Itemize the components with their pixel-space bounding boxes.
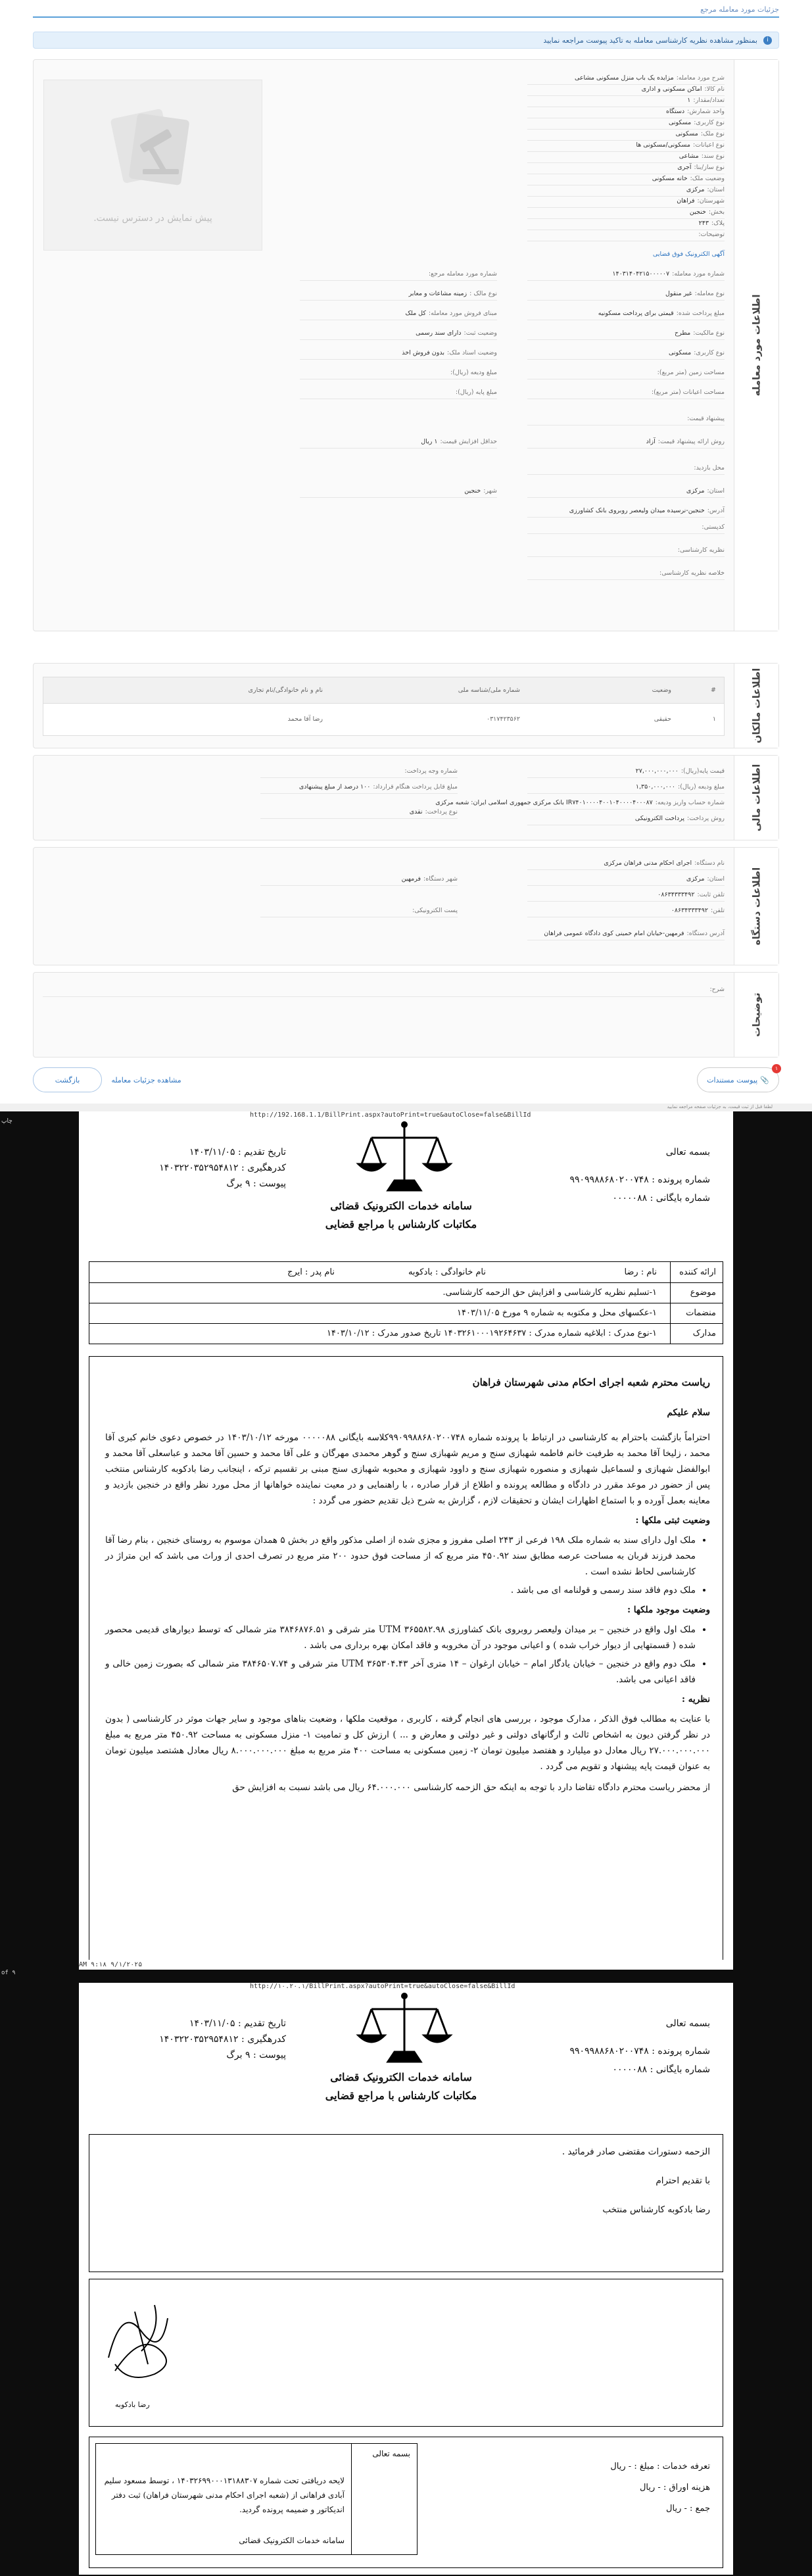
bottom-strip [0,1104,812,1111]
case-number: شماره پرونده : ۹۹۰۹۹۸۸۶۸۰۲۰۰۷۴۸ [569,1175,710,1185]
trade-details-link[interactable]: مشاهده جزئیات معامله [108,1067,184,1092]
registration-item-2: • ملک دوم فاقد سند رسمی و قولنامه ای می باشد . [105,1582,696,1598]
state-heading: وضعیت موجود ملکها : [627,1605,710,1615]
owners-col-name: نام و نام خانوادگی/نام تجاری [248,687,323,694]
fees-paper: هزینه اوراق : - ریال [639,2483,710,2492]
trade-field: شرح مورد معامله:مزایده یک باب منزل مسکونی مشاعی [574,74,725,82]
financial-field: قیمت پایه(ریال):۲۷,۰۰۰,۰۰۰,۰۰۰ [635,767,725,775]
owners-table-header [43,677,724,704]
letter-page-1 [79,1111,733,1970]
documents-value: ۱-نوع مدرک : ابلاغیه شماره مدرک : ۱۴۰۳۲۶۱۰۰۰۱۹۲۶۴۶۳۷ تاریخ صدور مدرک : ۱۴۰۳/۱۰/۱۲ [326,1328,657,1338]
detail-field-expert-note: خلاصه نظریه کارشناسی: [659,570,725,577]
registration-item-1: • ملک اول دارای سند به شماره ملک ۱۹۸ فرعی از ۲۴۳ اصلی مفروز و مجزی شده از اصلی مذکور واقع در بخش ۵ همدان موسوم به روستای خنجین ، بنام رضا آقا محمد فرزند قربان به مساحت عرصه مطابق سند ۴۵۰.۹۲ متر مربع که از مساحت فوق حدود ۲۰۰ متر مربع در تصرف احدی از وراث می باشد که این متراژ در کارشناسی لحاظ نشده است . [105,1532,696,1580]
detail-field-city: شهر:خنجین [464,487,497,495]
fees-sum: جمع : - ریال [666,2504,710,2514]
trade-field: نوع اعیانات:مسکونی/مسکونی ها [636,141,725,149]
back-button[interactable]: بازگشت [33,1067,102,1092]
detail-field-suggestion: پیشنهاد قیمت: [687,415,725,422]
documents-label: مدارک [692,1328,716,1338]
justice-scale-icon [355,1118,454,1197]
detail-field-expert-opinion: نظریه کارشناسی: [677,547,725,554]
owner-index: ۱ [712,716,716,723]
signer: رضا بادکوبه کارشناس منتخب [602,2204,710,2215]
ad-link[interactable]: آگهی الکترونیک فوق قضایی [652,251,725,258]
trade-info-section [33,59,779,631]
device-field: استان:مرکزی [686,875,725,883]
section-title-trade: اطلاعات مورد معامله [734,60,778,631]
attachments-label: منضمات [686,1308,716,1318]
tracking-code: کدرهگیری : ۱۴۰۳۲۲۰۳۵۲۹۵۴۸۱۲ [159,1163,286,1173]
financial-section [33,755,779,840]
fee-paragraph: از محضر ریاست محترم دادگاه تقاضا دارد با توجه به اینکه حق الزحمه کارشناسی ۶۴.۰۰۰.۰۰۰ ریال می باشد نسبت به افزایش حق [232,1782,710,1793]
opinion-paragraph: با عنایت به مطالب فوق الذکر ، مدارک موجود ، بررسی های انجام گرفته ، کاربری ، موقعیت ملکها ، وضعیت بناهای موجود و سایر جهات موثر در کارشناسی ( بدون در نظر گرفتن دیون به اشخاص ثالث و ارگانهای دولتی و غیر دولتی و معارض و ... ) ارزش کل و تمامیت ۱- منزل مسکونی به مساحت ۴۵۰.۹۲ متر مربع به مبلغ ۲۷.۰۰۰.۰۰۰.۰۰۰ ریال معادل دو میلیارد و هفتصد میلیون تومان ۲- زمین مسکونی به مساحت ۴۰۰ متر مربع به مبلغ ۸.۰۰۰.۰۰۰.۰۰۰ ریال معادل هشتصد میلیون تومان به عنوان قیمت پایه پیشنهاد و تقویم می گردد . [105,1714,710,1772]
trade-field: نوع ساز/بنا:آجری [677,164,725,171]
archive-number: شماره بایگانی : ۰۰۰۰۰۸۸ [612,1193,710,1203]
detail-field-province: استان:مرکزی [686,487,725,495]
greeting: سلام علیکم [667,1407,710,1418]
receipt-footer: سامانه خدمات الکترونیک قضائی [239,2536,345,2545]
gavel-document-icon [103,107,202,185]
basmale: بسمه تعالی [665,1147,710,1157]
trade-field: نوع ملک:مسکونی [675,130,725,137]
trade-field: توضیحات: [698,231,725,238]
regards: با تقدیم احترام [656,2175,710,2186]
device-section [33,847,779,965]
attachments-value: ۱-عکسهای محل و مکتوبه به شماره ۹ مورخ ۱۴۰۳/۱۱/۰۵ [457,1308,657,1318]
paperclip-icon: 📎 [760,1075,769,1084]
detail-field-auction-type: روش ارائه پیشنهاد قیمت:آزاد [646,438,725,445]
device-field: آدرس دستگاه:فرمهین-خیابان امام خمینی کوی دادگاه عمومی فراهان [544,930,725,937]
info-alert [33,32,779,49]
image-placeholder [43,80,262,251]
detail-field-trade-number-ref: شماره مورد معامله مرجع: [428,270,497,278]
detail-field-status: وضعیت ثبت:دارای سند رسمی [416,329,497,337]
subject-label: موضوع [690,1288,716,1298]
letter-header-left-2: تاریخ تقدیم : ۱۴۰۳/۱۱/۰۵ کدرهگیری : ۱۴۰۳۲۲۰۳۵۲۹۵۴۸۱۲ پیوست : ۹ برگ [159,2018,286,2060]
device-field: نام دستگاه:اجرای احکام مدنی فراهان مرکزی [604,860,725,867]
financial-field: روش پرداخت:پرداخت الکترونیکی [634,815,725,822]
subject-value: ۱-تسلیم نظریه کارشناسی و افزایش حق الزحمه کارشناسی. [442,1288,657,1298]
financial-field: مبلغ ودیعه (ریال):۱,۳۵۰,۰۰۰,۰۰۰ [635,783,725,790]
recipient: ریاست محترم شعبه اجرای احکام مدنی شهرستان فراهان [472,1376,710,1388]
letter-header-left [115,1144,286,1192]
trade-field: بخش:خنجین [689,208,725,216]
letter-page-2 [79,1983,733,2575]
info-icon: i [763,36,772,45]
attachments-count-badge: ۱ [772,1064,781,1073]
letter-header-right-2: بسمه تعالی شماره پرونده : ۹۹۰۹۹۸۸۶۸۰۲۰۰۷۴۸ شماره بایگانی : ۰۰۰۰۰۸۸ [569,2018,710,2075]
presenter-label: ارائه کننده [679,1267,716,1277]
header-divider [33,16,779,18]
receipt-text: لایحه دریافتی تحت شماره ۱۴۰۳۲۶۹۹۰۰۰۱۳۱۸۸۳۰۷ ، توسط مسعود سلیم آبادی فراهانی از (شعبه اجرای احکام مدنی شهرستان فراهان) ثبت دفتر اندیکاتور و ضمیمه پرونده گردید. [104,2476,345,2514]
fee-continuation: الزحمه دستورات مقتضی صادر فرمائید . [561,2147,710,2157]
trade-field: شهرستان:فراهان [677,197,725,205]
detail-field-min-increase: حداقل افزایش قیمت:۱ ریال [421,438,497,445]
receipt-box [95,2443,418,2555]
page-counter: of ۹ [1,1970,16,1976]
device-field: شهر دستگاه:فرمهین [401,875,458,883]
detail-field-start-price: مبلغ پایه (ریال): [455,389,497,396]
device-field: تلفن:۰۸۶۳۴۳۳۳۴۹۲ [671,907,725,914]
detail-field-area: مساحت زمین (متر مربع): [657,369,725,376]
registration-heading: وضعیت ثبتی ملکها : [635,1515,710,1526]
signature-name: رضا بادکوبه [115,2400,150,2409]
org-name: سامانه خدمات الکترونیک قضائی مکاتبات کارشناس با مراجع قضایی [325,1200,477,1230]
owner-national-id: ۰۳۱۷۴۲۳۵۶۲ [486,716,520,723]
fees-total: تعرفه خدمات : مبلغ : - ریال [610,2462,710,2471]
presenter-family: نام خانوادگی : بادکوبه [408,1267,486,1277]
device-field: تلفن ثابت:۰۸۶۳۴۳۳۳۴۹۲ [657,891,725,898]
section-title-owners: اطلاعات مالکان [734,664,778,748]
action-bar [33,1067,779,1094]
financial-field: شماره حساب واریز ودیعه:IR۷۴۰۱۰۰۰۰۴۰۰۱۰۴۰۰۰۰۴۰۰۰۸۷ بانک مرکزی جمهوری اسلامی ایران: شعبه مرکزی [435,799,725,806]
trade-field: استان:مرکزی [686,186,725,193]
closing-text [105,2144,710,2222]
financial-field: شماره وجه پرداخت: [404,767,458,775]
owner-name: رضا آقا محمد [287,716,323,723]
detail-field-trade-number: شماره مورد معامله:۱۴۰۳۱۴۰۴۲۱۵۰۰۰۰۰۷ [612,270,725,278]
notes-field: شرح: [709,986,725,993]
alert-text: بمنظور مشاهده نظریه کارشناسی معامله به تاکید پیوست مراجعه نمایید [543,36,757,45]
owners-col-status: وضعیت [652,687,671,694]
owner-status: حقیقی [654,716,671,723]
image-placeholder-text: پیش نمایش در دسترس نیست. [93,213,212,224]
presenter-father: نام پدر : ایرج [287,1267,335,1277]
print-label: چاپ [1,1118,12,1125]
detail-field-postal: کدپستی: [702,523,725,531]
info-table [89,1261,723,1344]
opinion-heading: نظریه : [682,1694,710,1705]
letter-header-right [493,1143,710,1207]
financial-field: نوع پرداخت:نقدی [409,808,458,815]
detail-field-usage: نوع کاربری:مسکونی [668,349,725,356]
trade-field: وضعیت ملک:خانه مسکونی [652,175,725,182]
notes-section [33,972,779,1057]
trade-field: تعداد/مقدار:۱ [687,97,725,104]
state-item-1: • ملک اول واقع در خنجین – بر میدان ولیعصر روبروی بانک کشاورزی UTM ۳۶۵۵۸۲.۹۸ متر شرقی و ۳۸۴۶۸۷۶.۵۱ متر شمالی که توسط دیوارهای قدیمی محصور شده ( قسمتهایی از دیوار خراب شده ) و اعیانی موجود در آن مخروبه و فاقد امکان بهره برداری می باشد . [105,1622,696,1653]
justice-scale-icon [355,1989,454,2068]
device-field: پست الکترونیکی: [412,907,458,914]
fees-block [610,2456,710,2519]
attachments-button[interactable]: 📎 پیوست مستندات ۱ [697,1067,779,1092]
bottom-strip-text: لطفا قبل از ثبت قیمت، به جزئیات صفحه مراجعه نمایید [667,1104,773,1109]
page-url: http://192.168.1.1/BillPrint.aspx?autoPrint=true&autoClose=false&BillId [250,1111,531,1119]
letter-body [105,1374,710,1799]
attachment-pages: پیوست : ۹ برگ [226,1179,286,1189]
section-title-device: اطلاعات دستگاه [734,848,778,965]
detail-field-building-area: مساحت اعیانات (متر مربع): [651,389,725,396]
detail-field-address: آدرس:خنجین-نرسیده میدان ولیعصر روبروی بانک کشاورزی [569,507,725,514]
financial-field: مبلغ قابل پرداخت هنگام قرارداد:۱۰۰ درصد از مبلغ پیشنهادی [299,783,458,790]
detail-field-trade-type: نوع معامله:غیر منقول [665,290,725,297]
owners-col-index: # [711,687,716,694]
org-name-2: سامانه خدمات الکترونیک قضائی مکاتبات کارشناس با مراجع قضایی [325,2071,477,2102]
owners-table [43,677,725,736]
web-panel [0,0,812,1111]
receipt-title: بسمه تعالی [372,2449,410,2458]
owners-col-national-id: شماره ملی/شناسه ملی [458,687,520,694]
trade-field: نوع کاربری:مسکونی [668,119,725,126]
state-item-2: • ملک دوم واقع در خنجین – خیابان یادگار امام – خیابان ارغوان – ۱۴ متری آخر UTM ۳۶۵۳۰۴.۴۳ متر شرقی و ۳۸۴۶۵۰۷.۷۴ متر شمالی که بصورت زمین خالی و فاقد اعیانی می باشد. [105,1656,696,1688]
print-timestamp: AM ۹:۱۸ ۹/۱/۲۰۲۵ [79,1961,143,1968]
submit-date: تاریخ تقدیم : ۱۴۰۳/۱۱/۰۵ [189,1147,286,1157]
trade-field: واحد شمارش:دستگاه [665,108,725,115]
breadcrumb[interactable]: جزئیات مورد معامله مرجع [700,5,779,14]
detail-field-location: محل بازدید: [694,464,725,472]
trade-field: نام کالا:اماکن مسکونی و اداری [641,85,725,93]
detail-field-buyer-share: وضعیت اسناد ملک:بدون فروش اخذ [402,349,497,356]
detail-field-sale-method: مبنای فروش مورد معامله:کل ملک [405,310,497,317]
detail-field-seller: نوع مالکیت:مطرح [674,329,725,337]
signature-mark [95,2292,187,2391]
detail-field-sale-price-label: مبلغ ودیعه (ریال): [450,369,497,376]
presenter-name: نام : رضا [624,1267,657,1277]
section-title-financial: اطلاعات مالی [734,756,778,840]
intro-paragraph: احتراماً بازگشت باحترام به کارشناسی در ارتباط با پرونده شماره ۹۹۰۹۹۸۸۶۸۰۲۰۰۷۴۸کلاسه بایگانی ۰۰۰۰۰۸۸ مورخه ۱۴۰۳/۱۰/۱۲ در خصوص دعوی خانم کبری آقا محمد ، زلیخا آقا محمد به طرفیت خانم فاطمه شهبازی سنج و مریم شهبازی سنج و گوهر محمدی مهرگان و علی آقا محمد و حسین آقا محمد و عباسعلی آقا محمد و ابوالفضل شهبازی و لسماعیل شهبازی و منصوره شهبازی سنج و داوود شهبازی و محبوبه شهبازی سنج مبنی بر تقسیم ترکه ، اینجانب رضا بادکوبه کارشناس منتخب پس از حضور در موعد مقرر در دادگاه و مطالعه پرونده و اطلاع از قرار صادره ، با راهنمایی و در معیت نماینده خواهانها از محل مورد نظر واقع در خنجین بازدید و معاینه بعمل آورده و با استماع اظهارات ایشان و تحقیقات لازم ، گزارش به شرح ذیل تقدیم حضور می گردد : [105,1432,710,1506]
owners-section [33,663,779,748]
section-title-notes: توضیحات [734,973,778,1057]
trade-field: نوع سند:مشاعی [679,153,725,160]
detail-field-owner-type: نوع مالک :زمینه مشاعات و معابر [408,290,497,297]
trade-field: پلاک:۲۴۳ [698,220,725,227]
detail-field-payment: مبلغ پرداخت شده:قیمتی برای پرداخت مسکونیه [598,310,725,317]
page-url-2: http://۱۰.۲۰.۱/BillPrint.aspx?autoPrint=true&autoClose=false&BillId [250,1983,515,1990]
